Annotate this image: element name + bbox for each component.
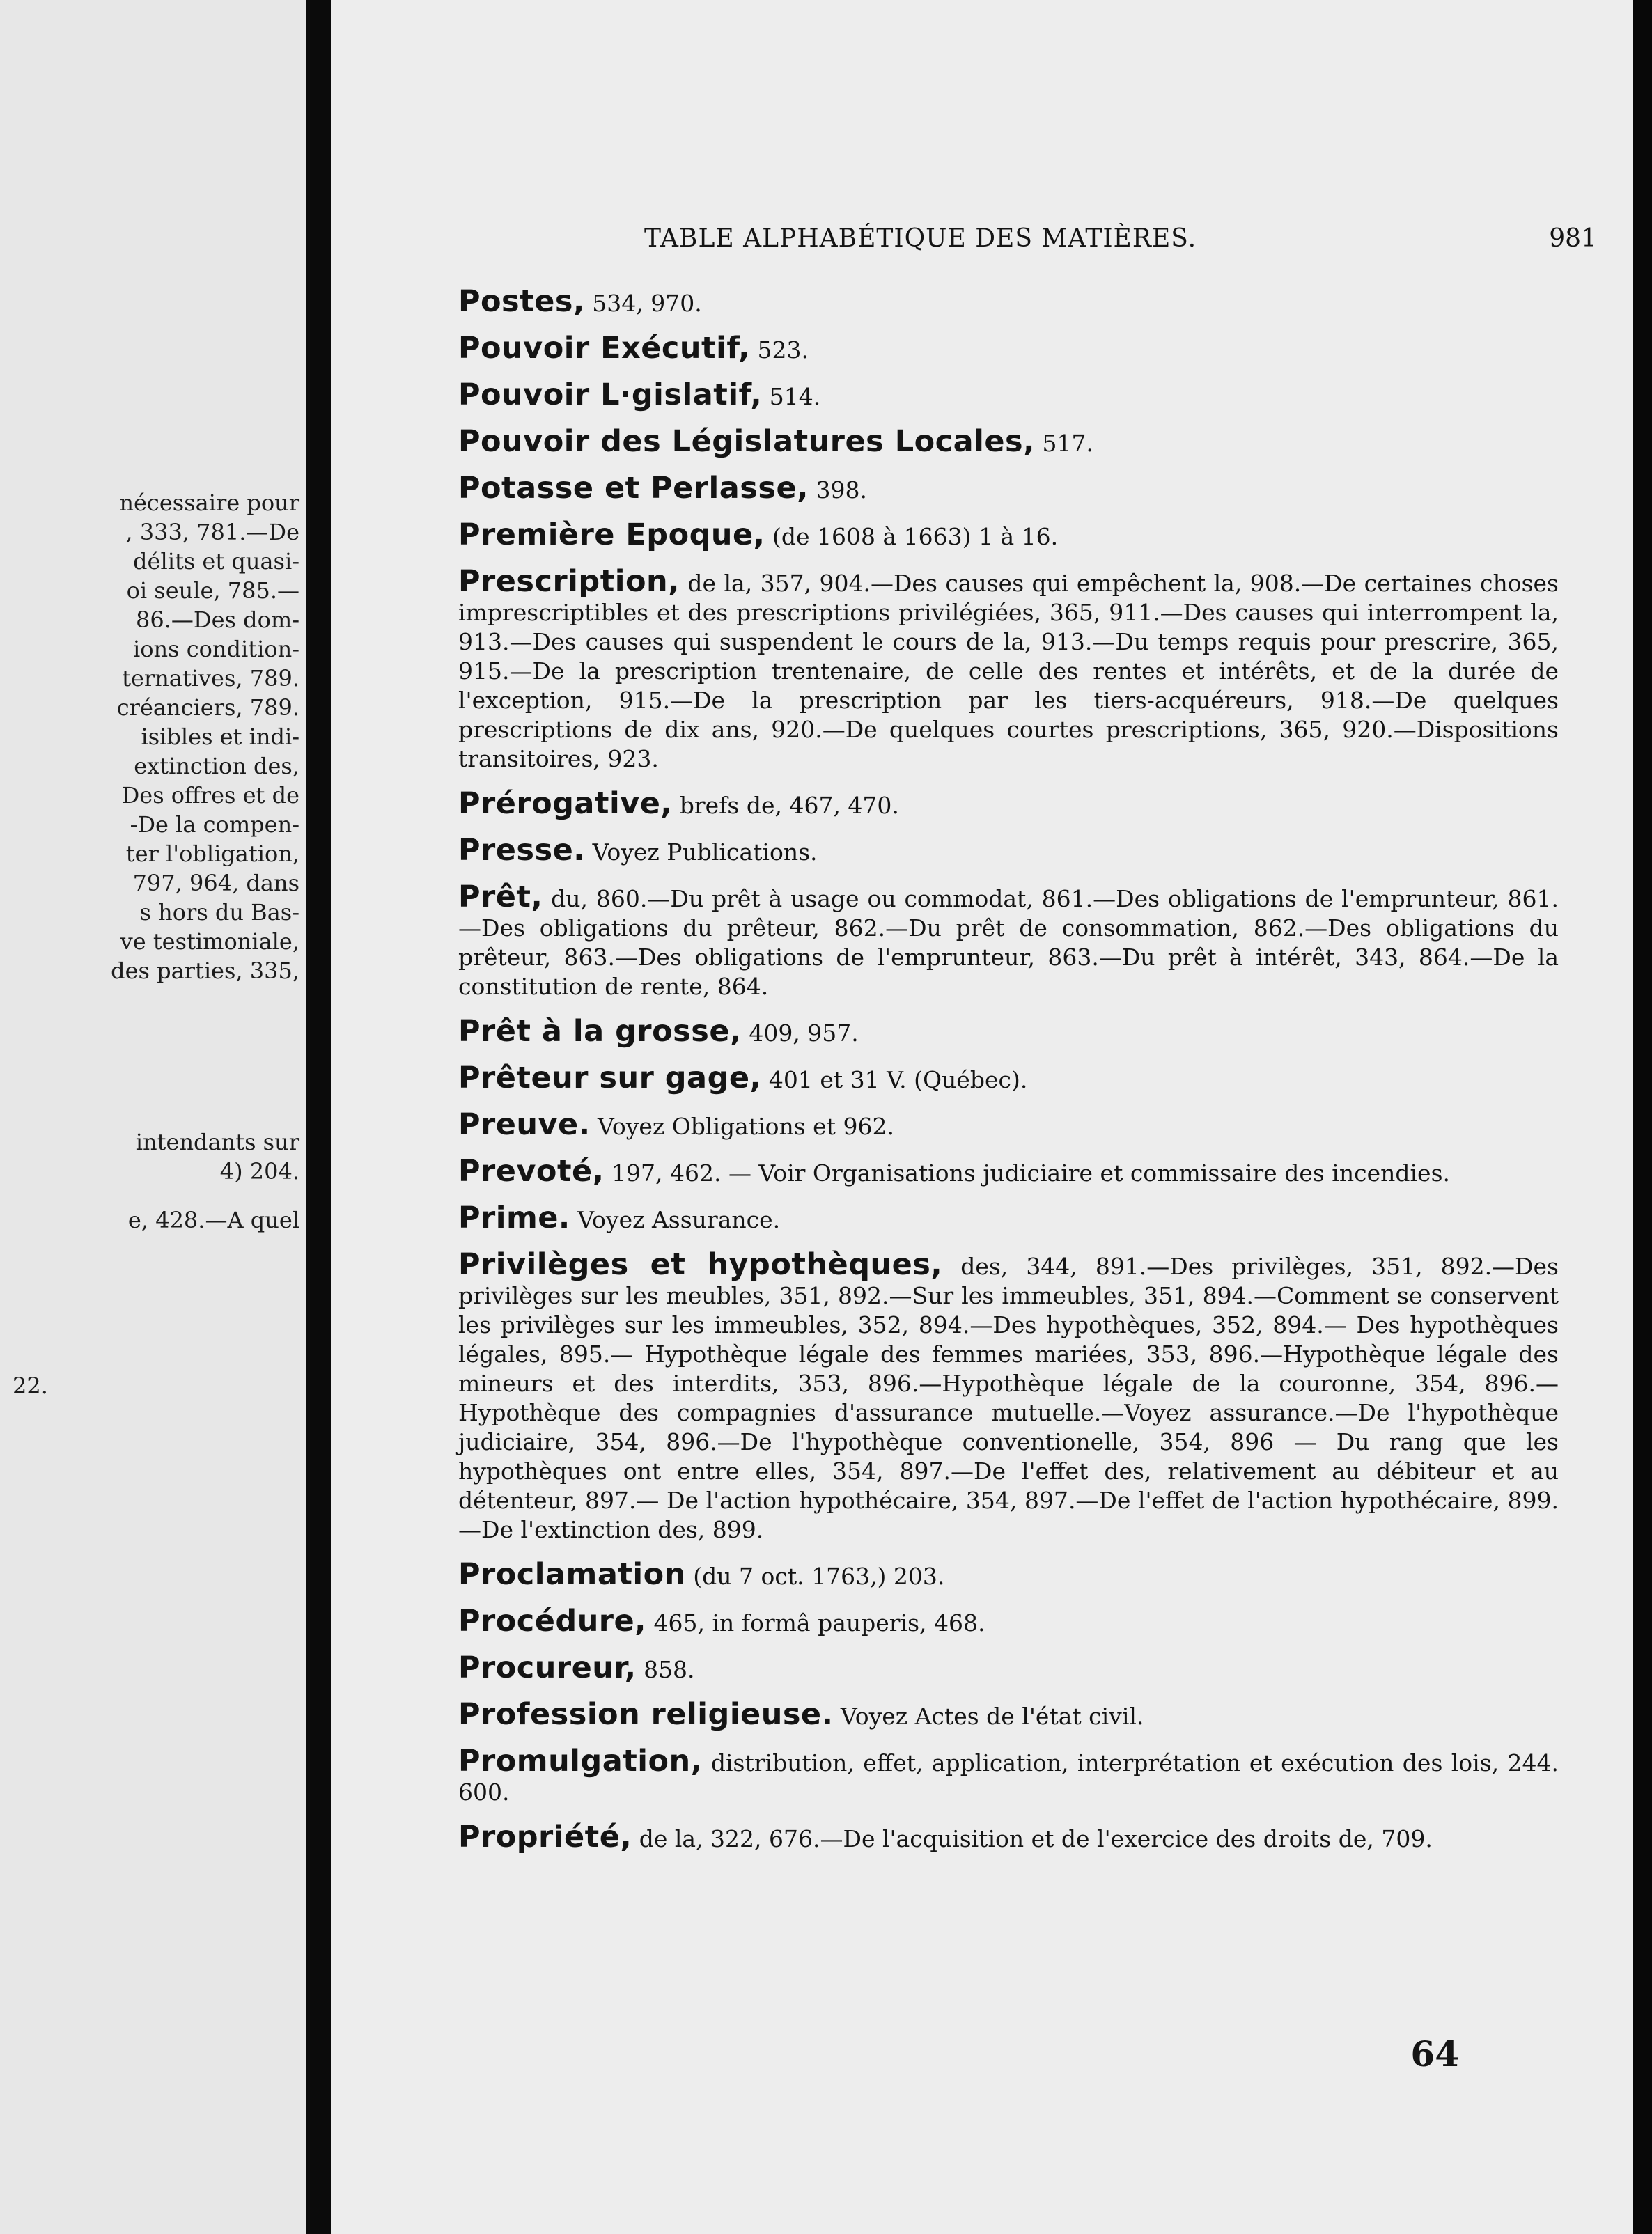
index-entry [458, 1107, 1559, 1142]
index-entry [458, 1154, 1559, 1189]
entry-references: de la, 322, 676.—De l'acquisition et de l'exercice des droits de, 709. [632, 1825, 1433, 1852]
entry-headword: Privilèges et hypothèques, [458, 1247, 943, 1282]
left-page-fragment: nécessaire pour [119, 490, 299, 516]
signature-mark: 64 [1410, 2033, 1459, 2075]
entry-headword: Pouvoir L·gislatif, [458, 377, 763, 412]
entry-headword: Première Epoque, [458, 517, 765, 552]
entry-headword: Potasse et Perlasse, [458, 471, 809, 506]
entry-references: 534, 970. [584, 290, 702, 317]
index-entry [458, 1604, 1559, 1639]
left-page-fragment: ter l'obligation, [125, 841, 299, 867]
page-folio: 981 [1549, 224, 1597, 253]
index-entry [458, 882, 1559, 1001]
entry-headword: Prevoté, [458, 1154, 605, 1189]
left-page-fragment: ve testimoniale, [120, 928, 299, 955]
index-entry [458, 1744, 1559, 1807]
entry-references: Voyez Actes de l'état civil. [833, 1703, 1144, 1730]
entry-references: Voyez Publications. [585, 838, 818, 866]
left-page-fragment: intendants sur [135, 1129, 299, 1155]
entry-references: du, 860.—Du prêt à usage ou commodat, 861.—Des obligations de l'emprunteur, 861.—Des obligations du prêteur, 862.—Du prêt de consommation, 862.—Des obligations du prêteur, 863.—Des obligations de l'emprunteur, 863.—Du prêt à intérêt, 343, 864.—De la constitution de rente, 864. [458, 885, 1559, 1000]
left-page-fragment: isibles et indi- [141, 724, 299, 750]
entry-references: 465, in formâ pauperis, 468. [646, 1609, 985, 1637]
entry-references: des, 344, 891.—Des privilèges, 351, 892.—Des privilèges sur les meubles, 351, 892.—Sur les immeubles, 351, 894.—Comment se conservent les privilèges sur les immeubles, 352, 894.—Des hypothèques, 352, 894.— Des hypothèques légales, 895.— Hypothèque légale des femmes mariées, 353, 896.—Hypothèque légale des mineurs et des interdits, 353, 896.—Hypothèque légale de la couronne, 354, 896.—Hypothèque des compagnies d'assurance mutuelle.—Voyez assurance.—De l'hypothèque judiciaire, 354, 896.—De l'hypothèque conventionelle, 354, 896 — Du rang que les hypothèques ont entre elles, 354, 897.—De l'effet des, relativement au débiteur et au détenteur, 897.— De l'action hypothécaire, 354, 897.—De l'effet de l'action hypothécaire, 899.—De l'extinction des, 899. [458, 1253, 1559, 1543]
left-page-fragment: 22. [13, 1373, 48, 1399]
entry-headword: Presse. [458, 833, 586, 868]
book-gutter [306, 0, 331, 2234]
entry-references: 514. [762, 383, 821, 410]
entry-references: 517. [1034, 430, 1093, 457]
left-page-fragment: créanciers, 789. [116, 694, 299, 721]
left-page-fragment: des parties, 335, [111, 958, 299, 984]
entry-headword: Postes, [458, 284, 585, 319]
index-entry [458, 833, 1559, 868]
index-entry [458, 1697, 1559, 1732]
entry-headword: Prérogative, [458, 786, 673, 821]
entry-headword: Preuve. [458, 1107, 591, 1142]
index-entry [458, 564, 1559, 774]
entry-headword: Pouvoir Exécutif, [458, 331, 751, 366]
entry-headword: Procureur, [458, 1650, 637, 1685]
left-page-fragment: 797, 964, dans [132, 870, 299, 896]
entry-references: de la, 357, 904.—Des causes qui empêchent la, 908.—De certaines choses imprescriptibles et des prescriptions privilégiées, 365, 911.—Des causes qui interrompent la, 913.—Des causes qui suspendent le cours de la, 913.—Du temps requis pour prescrire, 365, 915.—De la prescription trentenaire, de celle des rentes et intérêts, et de la durée de l'exception, 915.—De la prescription par les tiers-acquéreurs, 918.—De quelques prescriptions de dix ans, 920.—De quelques courtes prescriptions, 365, 920.—Dispositions transitoires, 923. [458, 570, 1559, 772]
entry-references: 401 et 31 V. (Québec). [761, 1066, 1028, 1093]
left-page-fragment: , 333, 781.—De [125, 519, 299, 545]
entry-references: (de 1608 à 1663) 1 à 16. [765, 523, 1059, 550]
entry-headword: Propriété, [458, 1820, 632, 1854]
index-entry [458, 331, 1559, 366]
index-entries [458, 284, 1559, 1869]
index-entry [458, 1822, 1559, 1854]
entry-headword: Prime. [458, 1201, 570, 1235]
entry-references: 398. [808, 476, 867, 503]
index-entry [458, 1557, 1559, 1592]
index-entry [458, 517, 1559, 552]
index-entry [458, 1063, 1559, 1095]
left-page-fragment: e, 428.—A quel [127, 1207, 299, 1233]
index-entry [458, 1650, 1559, 1685]
previous-page-strip [0, 0, 308, 2234]
running-title: TABLE ALPHABÉTIQUE DES MATIÈRES. [644, 224, 1197, 253]
index-entry [458, 786, 1559, 821]
left-page-fragment: oi seule, 785.— [126, 577, 299, 604]
entry-headword: Procédure, [458, 1604, 647, 1639]
index-entry [458, 1014, 1559, 1049]
entry-headword: Prêteur sur gage, [458, 1061, 762, 1095]
entry-references: Voyez Assurance. [570, 1206, 781, 1233]
index-entry [458, 471, 1559, 506]
entry-references: Voyez Obligations et 962. [590, 1113, 894, 1140]
left-page-fragment: ions condition- [133, 636, 299, 662]
entry-headword: Proclamation [458, 1557, 686, 1592]
left-page-fragment: s hors du Bas- [139, 899, 299, 925]
entry-references: 858. [636, 1656, 695, 1683]
entry-headword: Prescription, [458, 564, 680, 599]
left-page-fragment: Des offres et de [121, 782, 299, 809]
left-page-fragment: -De la compen- [130, 811, 299, 838]
page-edge [1633, 0, 1652, 2234]
left-page-fragment: extinction des, [134, 753, 299, 779]
entry-headword: Promulgation, [458, 1744, 703, 1779]
entry-headword: Prêt à la grosse, [458, 1014, 742, 1049]
entry-headword: Pouvoir des Législatures Locales, [458, 424, 1035, 459]
index-entry [458, 1203, 1559, 1235]
index-entry [458, 424, 1559, 459]
left-page-fragment: délits et quasi- [133, 548, 299, 575]
entry-references: 523. [750, 336, 809, 364]
entry-headword: Profession religieuse. [458, 1697, 834, 1732]
index-page [331, 0, 1633, 2234]
entry-headword: Prêt, [458, 880, 543, 914]
index-entry [458, 377, 1559, 412]
index-entry [458, 1247, 1559, 1545]
left-page-fragment: 4) 204. [219, 1158, 299, 1185]
entry-references: distribution, effet, application, interprétation et exécution des lois, 244. 600. [458, 1749, 1559, 1806]
entry-references: 409, 957. [741, 1020, 859, 1047]
index-entry [458, 284, 1559, 319]
left-page-fragment: ternatives, 789. [122, 665, 299, 692]
entry-references: brefs de, 467, 470. [672, 792, 899, 819]
entry-references: (du 7 oct. 1763,) 203. [685, 1563, 945, 1590]
left-page-fragment: 86.—Des dom- [136, 607, 299, 633]
entry-references: 197, 462. — Voir Organisations judiciaire et commissaire des incendies. [604, 1159, 1450, 1187]
